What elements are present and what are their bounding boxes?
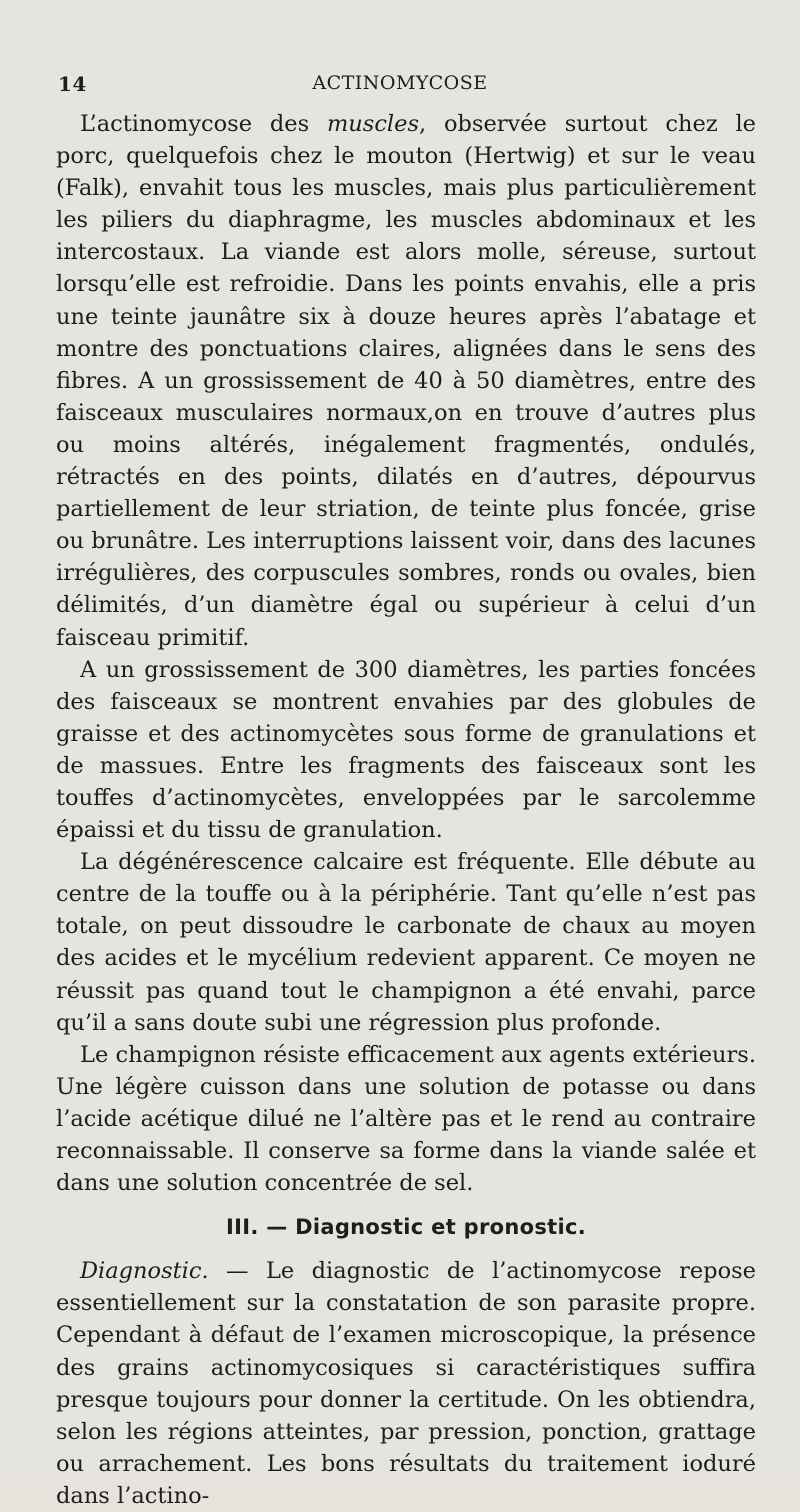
section-heading: III. — Diagnostic et pronostic. xyxy=(226,1215,586,1240)
page-header xyxy=(58,72,742,98)
paragraph-diagnostic xyxy=(56,1255,756,1512)
paragraph-grossissement: A un grossissement de 300 diamètres, les parties foncées des faisceaux se montrent envahies par des globules de graisse et des actinomycètes sous forme de granulations et de massues. Entre les fragments des faisceaux sont les touffes d’actinomycètes, enveloppées par le sarcolemme épaissi et du tissu de granulation. xyxy=(56,656,756,844)
running-title: ACTINOMYCOSE xyxy=(312,72,488,94)
emphasis-muscles: muscles xyxy=(326,111,419,137)
body-text xyxy=(56,108,756,1512)
paragraph-muscles-body: , observée surtout chez le porc, quelquefois chez le mouton (Hertwig) et sur le veau (Falk), envahit tous les muscles, mais plus particulièrement les piliers du diaphragme, les muscles abdominaux et les intercostaux. La viande est alors molle, séreuse, surtout lorsqu’elle est refroidie. Dans les points envahis, elle a pris une teinte jaunâtre six à douze heures après l’abatage et montre des ponctuations claires, alignées dans le sens des fibres. A un grossissement de 40 à 50 diamètres, entre des faisceaux musculaires normaux,on en trouve d’autres plus ou moins altérés, inégalement fragmentés, ondulés, rétractés en des points, dilatés en d’autres, dépourvus partiellement de leur striation, de teinte plus foncée, grise ou brunâtre. Les interruptions laissent voir, dans des lacunes irrégulières, des corpuscules sombres, ronds ou ovales, bien délimités, d’un diamètre égal ou supérieur à celui d’un faisceau primitif. xyxy=(56,111,757,651)
emphasis-diagnostic: Diagnostic. xyxy=(80,1258,209,1285)
paragraph-diagnostic-body: — Le diagnostic de l’actinomycose repose essentiellement sur la constatation de son parasite propre. Cependant à défaut de l’examen microscopique, la présence des grains actinomycosiques si caractéristiques suffira presque toujours pour donner la certitude. On les obtiendra, selon les régions atteintes, par pression, ponction, grattage ou arrachement. Les bons résultats du traitement ioduré dans l’actino- xyxy=(56,1258,756,1509)
page-number: 14 xyxy=(58,72,87,96)
paragraph-champignon: Le champignon résiste efficacement aux agents extérieurs. Une légère cuisson dans une solution de potasse ou dans l’acide acétique dilué ne l’altère pas et le rend au contraire reconnaissable. Il conserve sa forme dans la viande salée et dans une solution concentrée de sel. xyxy=(56,1041,756,1197)
paragraph-degenerescence: La dégénérescence calcaire est fréquente. Elle débute au centre de la touffe ou à la périphérie. Tant qu’elle n’est pas totale, on peut dissoudre le carbonate de chaux au moyen des acides et le mycélium redevient apparent. Ce moyen ne réussit pas quand tout le champignon a été envahi, parce qu’il a sans doute subi une régression plus profonde. xyxy=(56,849,756,1036)
paragraph-muscles-start: L’actinomycose des xyxy=(80,111,327,137)
paragraph-muscles xyxy=(56,108,756,654)
